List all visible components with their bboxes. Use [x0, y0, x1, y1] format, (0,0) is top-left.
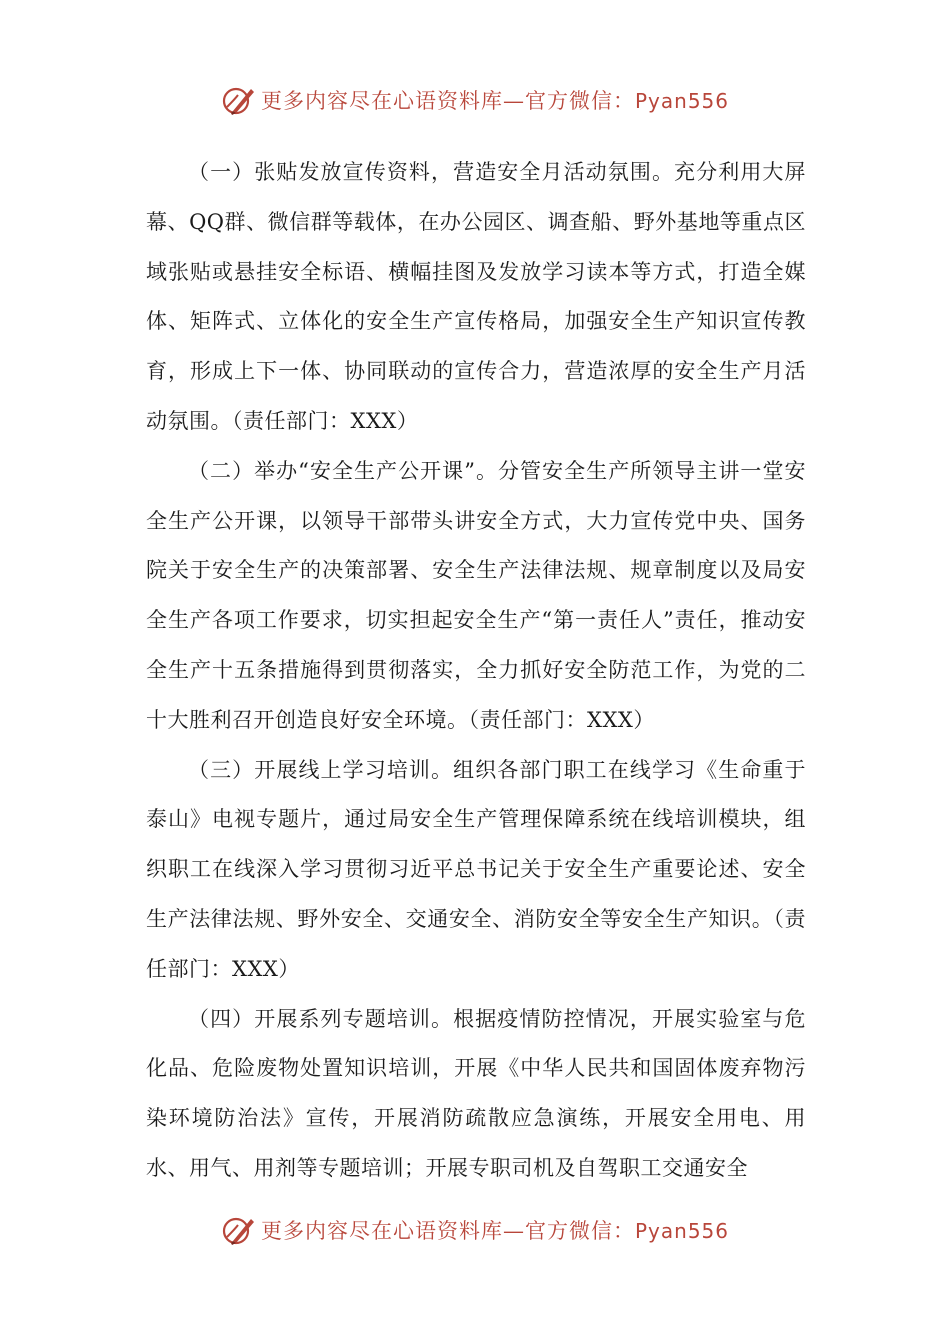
header-watermark	[0, 80, 950, 120]
paragraph-4: （四）开展系列专题培训。根据疫情防控情况，开展实验室与危化品、危险废物处置知识培训，开展《中华人民共和国固体废弃物污染环境防治法》宣传，开展消防疏散应急演练，开展安全用电、用水、用气、用剂等专题培训；开展专职司机及自驾职工交通安全	[146, 1006, 806, 1180]
paragraph-1: （一）张贴发放宣传资料，营造安全月活动氛围。充分利用大屏幕、QQ群、微信群等载体，在办公园区、调查船、野外基地等重点区域张贴或悬挂安全标语、横幅挂图及发放学习读本等方式，打造全媒体、矩阵式、立体化的安全生产宣传格局，加强安全生产知识宣传教育，形成上下一体、协同联动的宣传合力，营造浓厚的安全生产月活动氛围。（责任部门：XXX）	[146, 160, 806, 433]
footer-watermark	[0, 1210, 950, 1250]
document-body	[146, 148, 806, 1194]
paragraph-2: （二）举办“安全生产公开课”。分管安全生产所领导主讲一堂安全生产公开课，以领导干部带头讲安全方式，大力宣传党中央、国务院关于安全生产的决策部署、安全生产法律法规、规章制度以及局安全生产各项工作要求，切实担起安全生产“第一责任人”责任，推动安全生产十五条措施得到贯彻落实，全力抓好安全防范工作，为党的二十大胜利召开创造良好安全环境。（责任部门：XXX）	[146, 458, 806, 732]
pen-logo-icon	[221, 1213, 255, 1247]
pen-logo-icon	[221, 83, 255, 117]
watermark-text: 更多内容尽在心语资料库—官方微信：Pyan556	[260, 89, 729, 113]
paragraph-3: （三）开展线上学习培训。组织各部门职工在线学习《生命重于泰山》电视专题片，通过局安全生产管理保障系统在线培训模块，组织职工在线深入学习贯彻习近平总书记关于安全生产重要论述、安全生产法律法规、野外安全、交通安全、消防安全等安全生产知识。（责任部门：XXX）	[146, 757, 806, 981]
watermark-text: 更多内容尽在心语资料库—官方微信：Pyan556	[260, 1219, 729, 1243]
